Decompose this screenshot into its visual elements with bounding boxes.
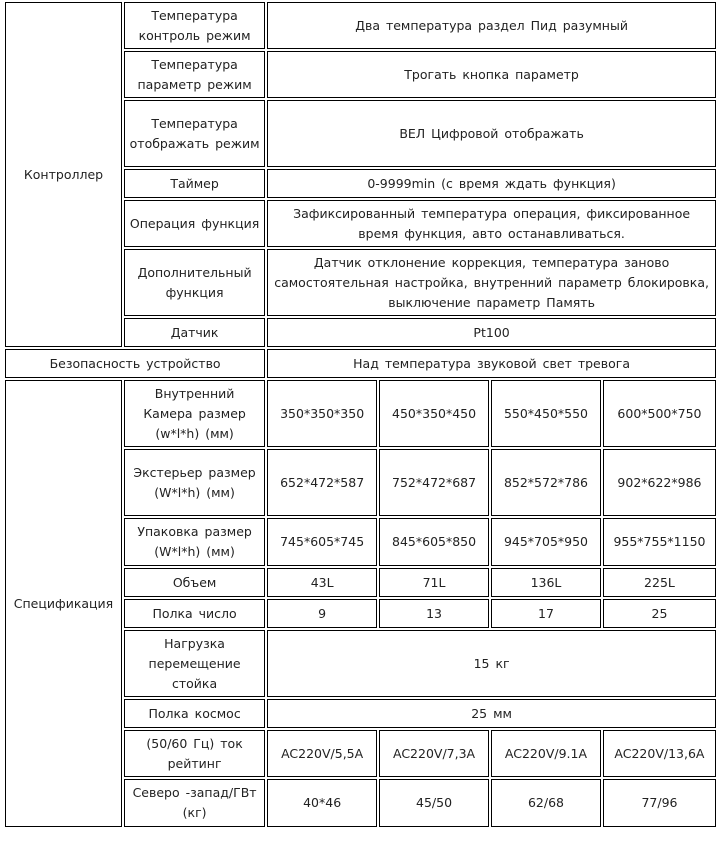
row-value: Pt100 [267,318,716,347]
cell-value: 45/50 [379,779,489,827]
row-label: Дополнительный функция [124,249,265,316]
row-label: Полка число [124,599,265,628]
cell-value: AC220V/9.1A [491,730,601,777]
row-label: Внутренний Камера размер (w*l*h) (мм) [124,380,265,447]
cell-value: 745*605*745 [267,518,377,566]
cell-value: 652*472*587 [267,449,377,516]
cell-value: 955*755*1150 [603,518,716,566]
row-label: (50/60 Гц) ток рейтинг [124,730,265,777]
row-label: Нагрузка перемещение стойка [124,630,265,697]
row-value: Два температура раздел Пид разумный [267,2,716,49]
cell-value: 40*46 [267,779,377,827]
cell-value: 43L [267,568,377,597]
cell-value: AC220V/7,3A [379,730,489,777]
row-label: Упаковка размер (W*l*h) (мм) [124,518,265,566]
cell-value: AC220V/5,5A [267,730,377,777]
cell-value: 17 [491,599,601,628]
cell-value: 77/96 [603,779,716,827]
group-label-safety: Безопасность устройство [5,349,265,378]
row-value: 15 кг [267,630,716,697]
table-row [5,349,716,378]
row-label: Температура контроль режим [124,2,265,49]
cell-value: 945*705*950 [491,518,601,566]
cell-value: 752*472*687 [379,449,489,516]
cell-value: 225L [603,568,716,597]
cell-value: 13 [379,599,489,628]
cell-value: 62/68 [491,779,601,827]
group-label-controller: Контроллер [5,2,122,347]
cell-value: 845*605*850 [379,518,489,566]
cell-value: 852*572*786 [491,449,601,516]
table-row [5,380,716,447]
cell-value: 25 [603,599,716,628]
row-label: Температура параметр режим [124,51,265,98]
row-value: 0-9999min (с время ждать функция) [267,169,716,198]
cell-value: 450*350*450 [379,380,489,447]
row-label: Экстерьер размер (W*l*h) (мм) [124,449,265,516]
row-value: Над температура звуковой свет тревога [267,349,716,378]
row-value: Датчик отклонение коррекция, температура заново самостоятельная настройка, внутренний параметр блокировка, выключение параметр Память [267,249,716,316]
cell-value: 136L [491,568,601,597]
row-label: Северо -запад/ГВт (кг) [124,779,265,827]
row-label: Датчик [124,318,265,347]
row-value: 25 мм [267,699,716,728]
cell-value: 71L [379,568,489,597]
table-row [5,2,716,49]
row-label: Полка космос [124,699,265,728]
row-label: Объем [124,568,265,597]
row-value: Зафиксированный температура операция, фиксированное время функция, авто останавливаться. [267,200,716,247]
cell-value: AC220V/13,6A [603,730,716,777]
row-label: Таймер [124,169,265,198]
cell-value: 350*350*350 [267,380,377,447]
cell-value: 902*622*986 [603,449,716,516]
group-label-spec: Спецификация [5,380,122,827]
row-label: Температура отображать режим [124,100,265,167]
row-value: Трогать кнопка параметр [267,51,716,98]
cell-value: 9 [267,599,377,628]
cell-value: 600*500*750 [603,380,716,447]
row-value: ВЕЛ Цифровой отображать [267,100,716,167]
spec-table [3,0,718,829]
row-label: Операция функция [124,200,265,247]
cell-value: 550*450*550 [491,380,601,447]
